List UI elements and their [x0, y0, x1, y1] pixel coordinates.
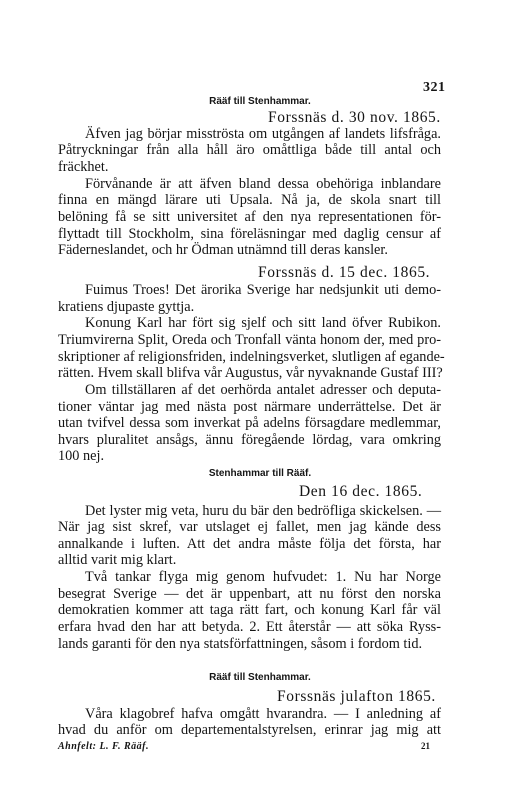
text-line: Påtryckningar från alla håll äro omåttliga både till antal och — [58, 142, 441, 158]
letter-heading: Rääf till Stenhammar. — [209, 672, 311, 683]
text-line: hvars pluralitet ansågs, ännu föregående lördag, vara omkring — [58, 432, 441, 448]
page-number: 321 — [423, 80, 446, 95]
text-line: Det lyster mig veta, huru du bär den bedröfliga skickelsen. — — [85, 503, 441, 519]
text-line: Om tillställaren af det oerhörda antalet adresser och deputa- — [85, 382, 441, 398]
letter-heading: Rääf till Stenhammar. — [209, 96, 311, 107]
text-line: fräckhet. — [58, 159, 109, 175]
text-line: utan tvifvel dessa som inverkat på adelns försagdare medlemmar, — [58, 415, 441, 431]
letter-dateline: Forssnäs d. 15 dec. 1865. — [258, 264, 431, 281]
text-line: demokratien kommer att taga rätt fart, och konung Karl får väl — [58, 602, 441, 618]
text-line: Förvånande är att äfven bland dessa obehöriga inblandare — [85, 176, 441, 192]
text-line: Våra klagobref hafva omgått hvarandra. — I anledning af — [85, 706, 441, 722]
text-line: Fuimus Troes! Det ärorika Sverige har nedsjunkit uti demo- — [85, 282, 441, 298]
text-line: tioner väntar jag med nästa post närmare underrättelse. Det är — [58, 399, 441, 415]
text-line: Äfven jag börjar misströsta om utgången af landets lifsfråga. — [85, 126, 441, 142]
letter-heading: Stenhammar till Rääf. — [208, 468, 312, 479]
text-line: rätten. Hvem skall blifva vår Augustus, vår nyvaknande Gustaf III? — [58, 365, 443, 381]
text-line: Två tankar flyga mig genom hufvudet: 1. Nu har Norge — [85, 569, 441, 585]
text-line: skriptioner af religionsfriden, indelningsverket, slutligen af egande- — [58, 349, 445, 365]
text-line: hvad du anför om departementalstyrelsen, erinrar jag mig att — [58, 722, 441, 738]
text-line: 100 nej. — [58, 448, 105, 464]
text-line: Fäderneslandet, och hr Ödman utnämnd till deras kansler. — [58, 242, 388, 258]
text-line: belöning få se sitt universitet af den nya representationen för- — [58, 209, 441, 225]
text-line: annalkande i luften. Att det andra måste följa det första, har — [58, 536, 441, 552]
text-line: erfara hvad den har att betyda. 2. Ett återstår — att söka Ryss- — [58, 619, 441, 635]
text-line: lands garanti för den nya statsförfattningen, såsom i fordom tid. — [58, 636, 423, 652]
text-line: finna en mängd lärare uti Upsala. Nå ja, de skola snart till — [58, 192, 441, 208]
text-line: besegrat Sverige — det är uppenbart, att nu först den norska — [58, 586, 441, 602]
text-line: När jag sist skref, var utslaget ej fallet, men jag kände dess — [58, 519, 441, 535]
text-line: kratiens djupaste gyttja. — [58, 299, 195, 315]
text-line: flyttadt till Stockholm, sina föreläsningar med daglig censur af — [58, 226, 441, 242]
text-line: alltid varit mig klart. — [58, 552, 177, 568]
text-line: Triumvirerna Split, Oreda och Tronfall vänta honom der, med pro- — [58, 332, 441, 348]
signature-number: 21 — [421, 741, 430, 751]
text-line: Konung Karl har fört sig sjelf och sitt land öfver Rubikon. — [85, 315, 441, 331]
signature-mark: Ahnfelt: L. F. Rääf. — [58, 741, 149, 752]
letter-dateline: Den 16 dec. 1865. — [299, 483, 423, 500]
letter-dateline: Forssnäs d. 30 nov. 1865. — [268, 109, 441, 126]
letter-dateline: Forssnäs julafton 1865. — [277, 688, 436, 705]
